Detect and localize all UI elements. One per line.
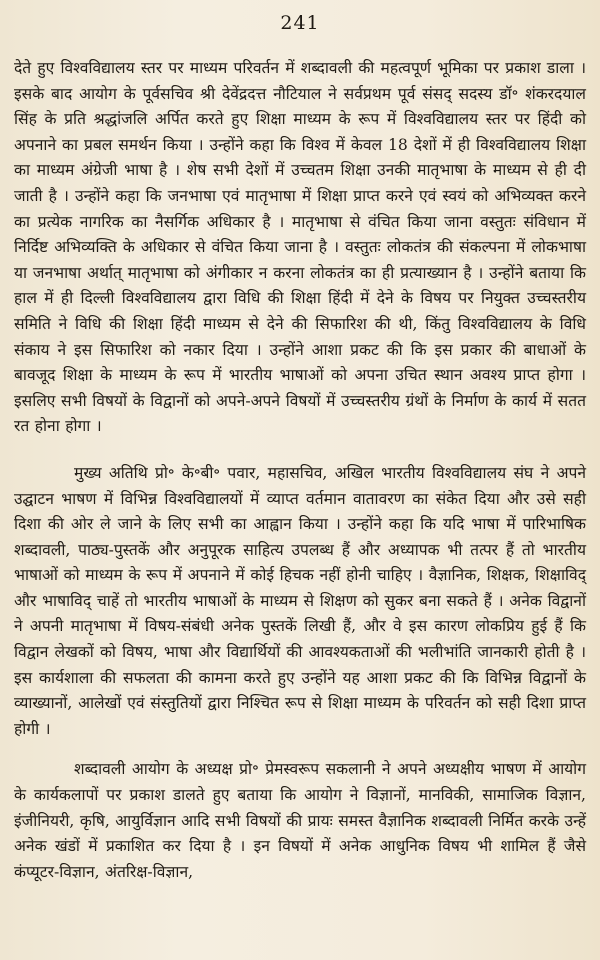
paragraph-2: मुख्य अतिथि प्रो॰ के॰बी॰ पवार, महासचिव, अखिल भारतीय विश्वविद्यालय संघ ने अपने उद्घाटन भाषण में विभिन्न विश्वविद्यालयों में व्याप्त वर्तमान वातावरण का संकेत दिया और उसे सही दिशा की ओर ले जाने के लिए सभी का आह्वान किया । उन्होंने कहा कि यदि भाषा में पारिभाषिक शब्दावली, पाठ्य-पुस्तकें और अनुपूरक साहित्य उपलब्ध हैं और अध्यापक भी तत्पर हैं तो भारतीय भाषाओं को माध्यम के रूप में अपनाने में कोई हिचक नहीं होनी चाहिए । वैज्ञानिक, शिक्षक, शिक्षाविद् और भाषाविद् चाहें तो भारतीय भाषाओं के माध्यम से शिक्षण को सुकर बना सकते हैं । अनेक विद्वानों ने अपनी मातृभाषा में विषय-संबंधी अनेक पुस्तकें लिखी हैं, और वे इस कारण लोकप्रिय हुई हैं कि विद्वान लेखकों को विषय, भाषा और विद्यार्थियों की आवश्यकताओं की भलीभांति जानकारी होती है । इस कार्यशाला की सफलता की कामना करते हुए उन्होंने यह आशा प्रकट की कि विभिन्न विद्वानों के व्याख्यानों, आलेखों एवं संस्तुतियों द्वारा निश्चित रूप से शिक्षा माध्यम के परिवर्तन को सही दिशा प्राप्त होगी । bbox=[14, 463, 586, 738]
page-number: 241 bbox=[280, 12, 320, 34]
paragraph-3: शब्दावली आयोग के अध्यक्ष प्रो॰ प्रेमस्वरूप सकलानी ने अपने अध्यक्षीय भाषण में आयोग के कार्यकलापों पर प्रकाश डालते हुए बताया कि आयोग ने विज्ञानों, मानविकी, सामाजिक विज्ञान, इंजीनियरी, कृषि, आयुर्विज्ञान आदि सभी विषयों की प्रायः समस्त वैज्ञानिक शब्दावली निर्मित करके उन्हें अनेक खंडों में प्रकाशित कर दिया है । इन विषयों में अनेक आधुनिक विषय भी शामिल हैं जैसे कंप्यूटर-विज्ञान, अंतरिक्ष-विज्ञान, bbox=[14, 760, 586, 881]
paragraph-1: देते हुए विश्वविद्यालय स्तर पर माध्यम परिवर्तन में शब्दावली की महत्वपूर्ण भूमिका पर प्रकाश डाला । इसके बाद आयोग के पूर्वसचिव श्री देवेंद्रदत्त नौटियाल ने सर्वप्रथम पूर्व संसद् सदस्य डॉ॰ शंकरदयाल सिंह के प्रति श्रद्धांजलि अर्पित करते हुए शिक्षा माध्यम के रूप में विश्वविद्यालय स्तर पर हिंदी को अपनाने का प्रबल समर्थन किया । उन्होंने कहा कि विश्व में केवल 18 देशों में ही विश्वविद्यालय शिक्षा का माध्यम अंग्रेजी भाषा है । शेष सभी देशों में उच्चतम शिक्षा उनकी मातृभाषा के माध्यम से ही दी जाती है । उन्होंने कहा कि जनभाषा एवं मातृभाषा में शिक्षा प्राप्त करने एवं स्वयं को अभिव्यक्त करने का प्रत्येक नागरिक का नैसर्गिक अधिकार है । मातृभाषा से वंचित किया जाना वस्तुतः संविधान में निर्दिष्ट अभिव्यक्ति के अधिकार से वंचित किया जाना है । वस्तुतः लोकतंत्र की संकल्पना में लोकभाषा या जनभाषा अर्थात् मातृभाषा को अंगीकार न करना लोकतंत्र का ही प्रत्याख्यान है । उन्होंने बताया कि हाल में ही दिल्ली विश्वविद्यालय द्वारा विधि की शिक्षा हिंदी में देने के विषय पर नियुक्त उच्चस्तरीय समिति ने विधि की शिक्षा हिंदी माध्यम से देने की सिफारिश की थी, किंतु विश्वविद्यालय के विधि संकाय ने इस सिफारिश को नकार दिया । उन्होंने आशा प्रकट की कि इस प्रकार की बाधाओं के बावजूद शिक्षा के माध्यम के रूप में भारतीय भाषाओं को अपना उचित स्थान अवश्य प्राप्त होगा । इसलिए सभी विषयों के विद्वानों को अपने-अपने विषयों में उच्चस्तरीय ग्रंथों के निर्माण के कार्य में सतत रत होना होगा । bbox=[14, 59, 586, 436]
